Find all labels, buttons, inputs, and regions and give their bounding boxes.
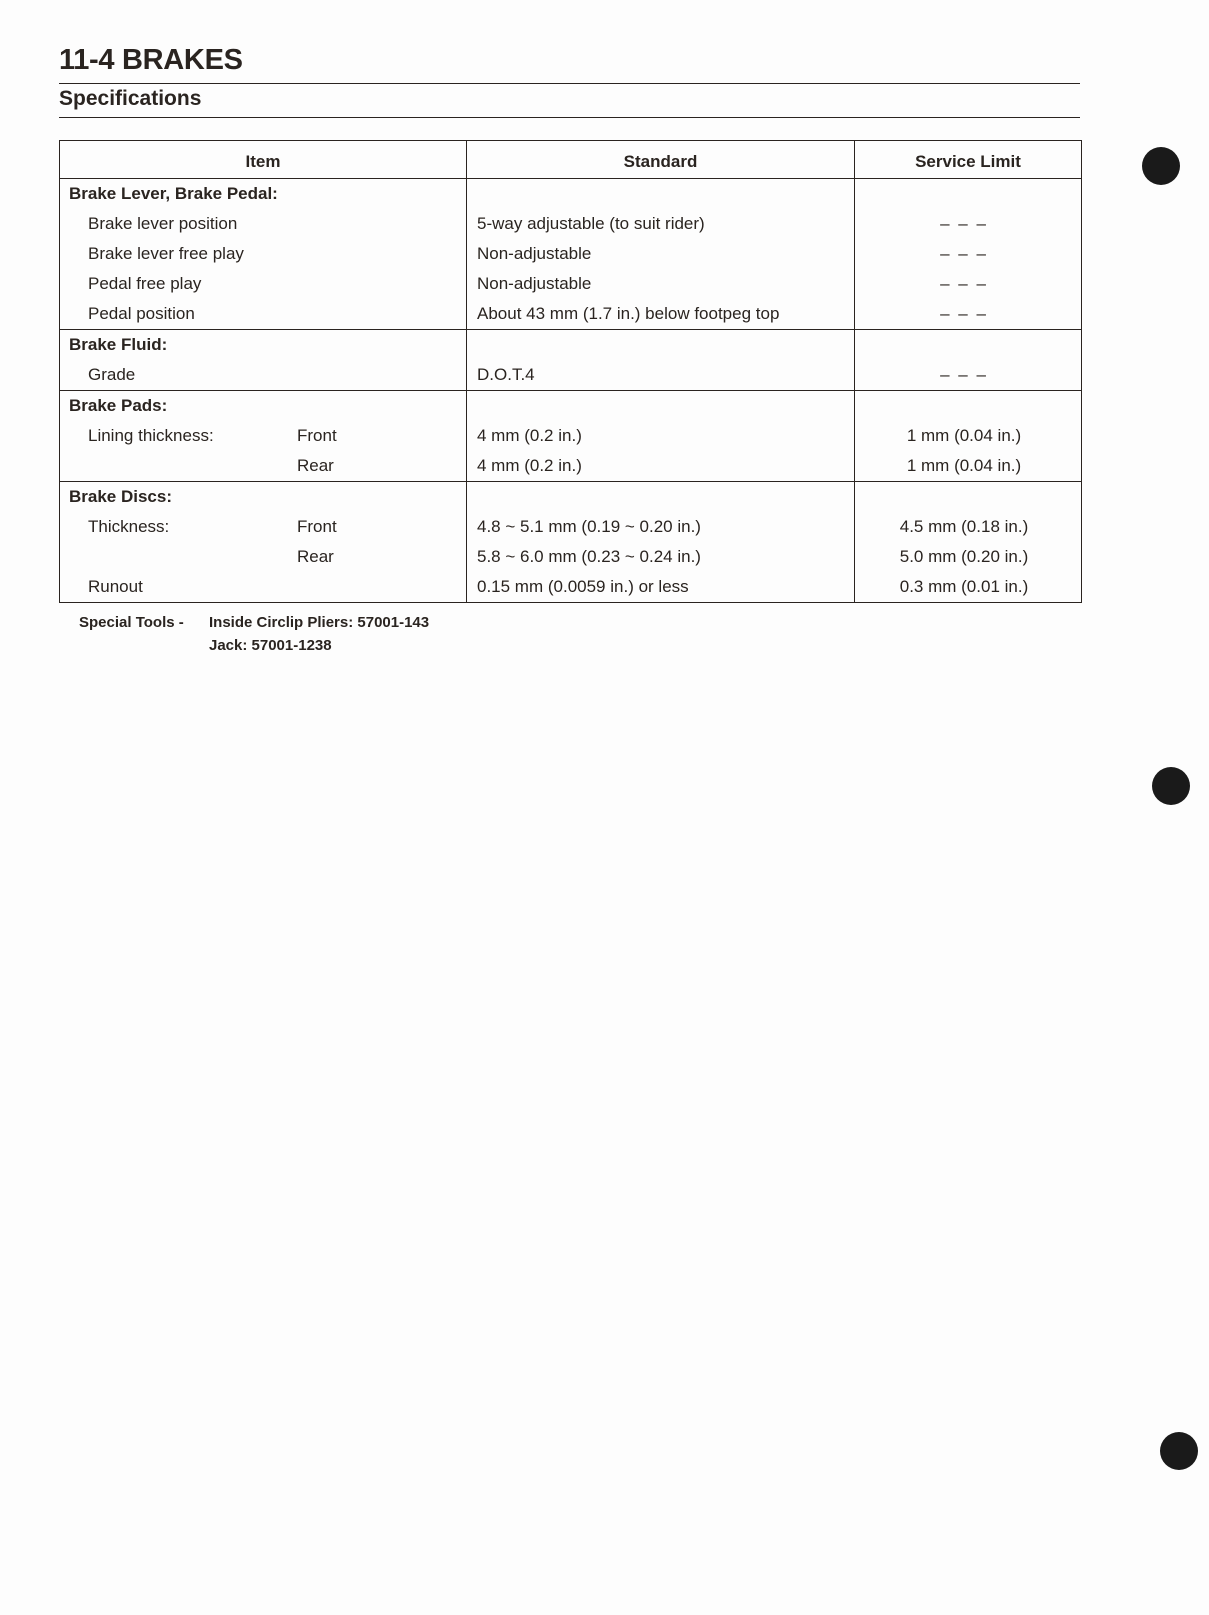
special-tools-label: Special Tools - bbox=[79, 614, 184, 631]
title-rule bbox=[59, 83, 1080, 84]
standard-value: 4 mm (0.2 in.) bbox=[477, 456, 582, 475]
section-rule bbox=[59, 117, 1080, 118]
standard-value: 5.8 ~ 6.0 mm (0.23 ~ 0.24 in.) bbox=[477, 547, 701, 566]
column-header-item: Item bbox=[60, 141, 467, 178]
page-title: 11-4 BRAKES bbox=[59, 44, 243, 76]
group-brake-lever-pedal bbox=[60, 179, 1081, 330]
limit-value: – – – bbox=[940, 304, 988, 323]
item-label: Lining thickness: bbox=[88, 426, 214, 445]
item-label: Brake lever position bbox=[88, 214, 238, 233]
standard-value: 4 mm (0.2 in.) bbox=[477, 426, 582, 445]
limit-value: 1 mm (0.04 in.) bbox=[906, 456, 1022, 475]
item-label: Runout bbox=[88, 577, 143, 596]
limit-value: – – – bbox=[940, 365, 988, 384]
item-label: Thickness: bbox=[88, 517, 170, 536]
standard-value: 4.8 ~ 5.1 mm (0.19 ~ 0.20 in.) bbox=[477, 517, 701, 536]
sub-item-label: Front bbox=[297, 517, 337, 536]
sub-item-label: Front bbox=[297, 426, 337, 445]
special-tool-item: Jack: 57001-1238 bbox=[209, 637, 332, 654]
item-label: Pedal free play bbox=[88, 274, 202, 293]
standard-value: Non-adjustable bbox=[477, 244, 592, 263]
limit-value: 4.5 mm (0.18 in.) bbox=[899, 517, 1029, 536]
limit-value: – – – bbox=[940, 214, 988, 233]
group-title: Brake Lever, Brake Pedal: bbox=[69, 184, 278, 203]
limit-value: – – – bbox=[940, 244, 988, 263]
group-brake-discs bbox=[60, 482, 1081, 602]
sub-item-label: Rear bbox=[297, 456, 334, 475]
limit-value: 0.3 mm (0.01 in.) bbox=[899, 577, 1029, 596]
special-tool-item: Inside Circlip Pliers: 57001-143 bbox=[209, 614, 430, 631]
group-title: Brake Discs: bbox=[69, 487, 173, 506]
limit-value: – – – bbox=[940, 274, 988, 293]
column-header-service-limit: Service Limit bbox=[915, 151, 1021, 171]
binder-hole bbox=[1160, 1432, 1198, 1470]
standard-value: D.O.T.4 bbox=[477, 365, 535, 384]
section-title: Specifications bbox=[59, 87, 202, 110]
binder-hole bbox=[1142, 147, 1180, 185]
table-header bbox=[60, 141, 1081, 179]
group-brake-pads bbox=[60, 391, 1081, 482]
binder-hole bbox=[1152, 767, 1190, 805]
limit-value: 5.0 mm (0.20 in.) bbox=[899, 547, 1029, 566]
standard-value: 5-way adjustable (to suit rider) bbox=[477, 214, 705, 233]
limit-value: 1 mm (0.04 in.) bbox=[906, 426, 1022, 445]
item-label: Brake lever free play bbox=[88, 244, 244, 263]
group-title: Brake Pads: bbox=[69, 396, 168, 415]
group-brake-fluid bbox=[60, 330, 1081, 391]
sub-item-label: Rear bbox=[297, 547, 334, 566]
column-header-standard: Standard bbox=[467, 141, 855, 178]
group-title: Brake Fluid: bbox=[69, 335, 168, 354]
specifications-table bbox=[59, 140, 1082, 603]
special-tools bbox=[79, 611, 429, 657]
item-label: Pedal position bbox=[88, 304, 195, 323]
item-label: Grade bbox=[88, 365, 136, 384]
standard-value: Non-adjustable bbox=[477, 274, 592, 293]
standard-value: About 43 mm (1.7 in.) below footpeg top bbox=[477, 304, 780, 323]
standard-value: 0.15 mm (0.0059 in.) or less bbox=[477, 577, 689, 596]
